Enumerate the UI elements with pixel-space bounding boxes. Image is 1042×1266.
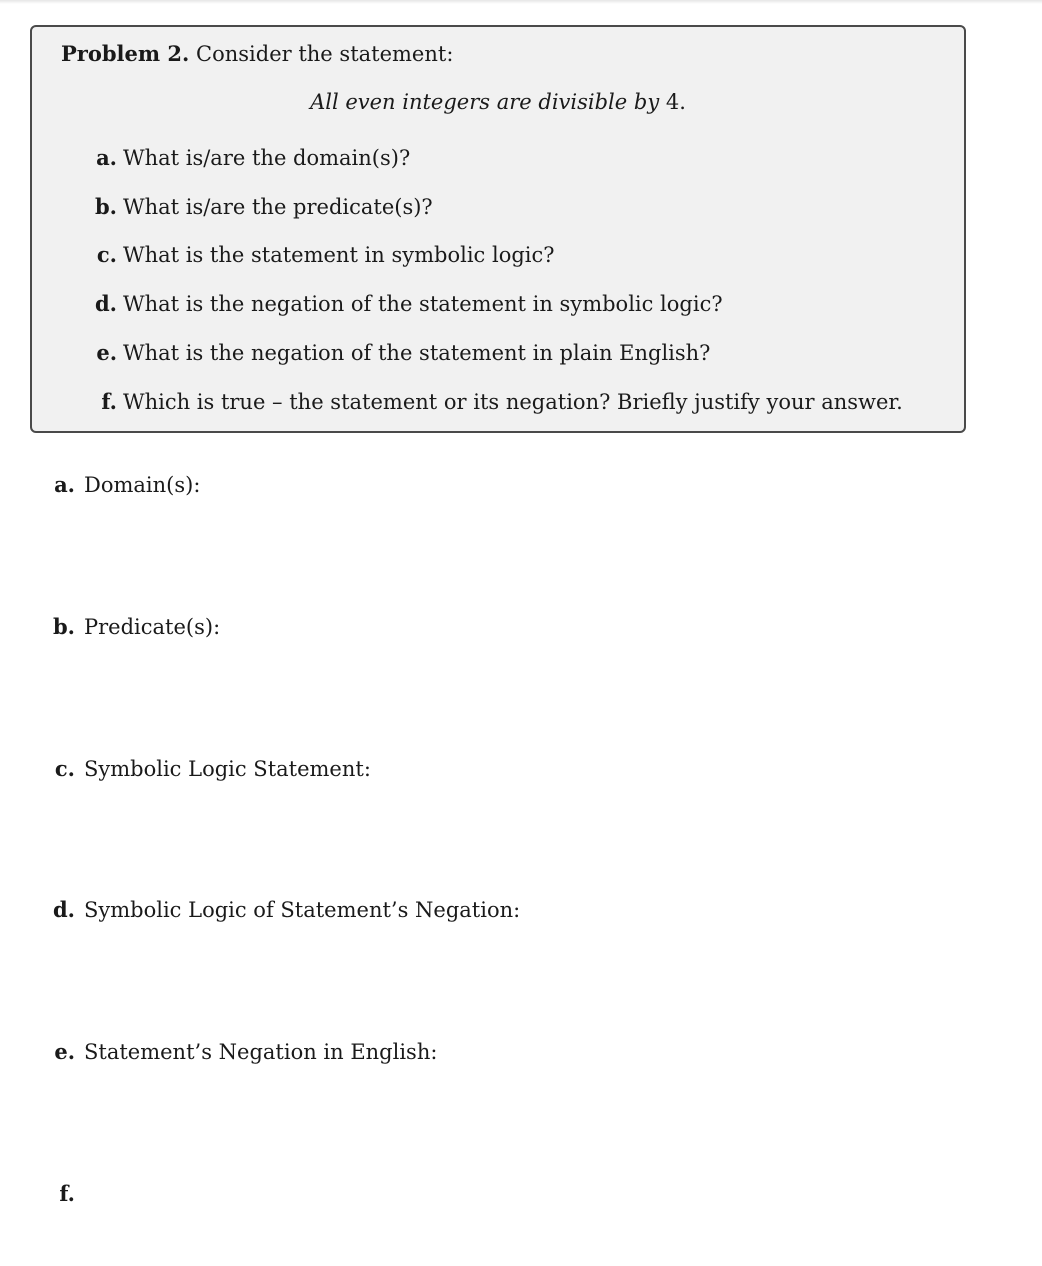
question-label: c.: [96, 242, 117, 267]
question-label: d.: [95, 291, 117, 316]
question-text: What is the negation of the statement in plain English?: [123, 341, 711, 365]
problem-title: Problem 2.: [61, 41, 190, 66]
question-text: Which is true – the statement or its negation? Briefly justify your answer.: [123, 390, 903, 414]
answer-f: [52, 1181, 84, 1206]
answer-label: c.: [54, 756, 75, 781]
question-text: What is/are the predicate(s)?: [123, 195, 433, 219]
answer-label: f.: [59, 1181, 75, 1206]
problem-heading: [61, 41, 453, 66]
question-b: [84, 194, 433, 219]
question-a: [84, 145, 410, 170]
statement-text: All even integers are divisible by: [310, 90, 660, 114]
answer-label: d.: [53, 897, 75, 922]
answer-prompt: Domain(s):: [84, 473, 201, 497]
page-top-edge: [0, 0, 1042, 4]
question-text: What is the statement in symbolic logic?: [123, 243, 555, 267]
problem-box: [30, 25, 966, 433]
question-label: e.: [96, 340, 117, 365]
question-f: [84, 389, 903, 414]
answer-b: [52, 614, 220, 639]
answer-d: [52, 897, 520, 922]
question-text: What is/are the domain(s)?: [123, 146, 411, 170]
answer-label: a.: [54, 472, 75, 497]
question-c: [84, 242, 555, 267]
question-label: a.: [96, 145, 117, 170]
answer-prompt: Predicate(s):: [84, 615, 221, 639]
problem-intro: Consider the statement:: [196, 42, 454, 66]
statement-number: 4.: [665, 90, 686, 114]
answer-a: [52, 472, 200, 497]
answer-prompt: Symbolic Logic Statement:: [84, 757, 371, 781]
answer-e: [52, 1039, 437, 1064]
answer-label: e.: [54, 1039, 75, 1064]
question-label: f.: [101, 389, 117, 414]
problem-statement: [32, 90, 964, 114]
question-label: b.: [95, 194, 117, 219]
answer-c: [52, 756, 371, 781]
question-d: [84, 291, 723, 316]
question-text: What is the negation of the statement in symbolic logic?: [123, 292, 723, 316]
answer-prompt: Statement’s Negation in English:: [84, 1040, 438, 1064]
answer-label: b.: [53, 614, 75, 639]
answer-prompt: Symbolic Logic of Statement’s Negation:: [84, 898, 521, 922]
question-e: [84, 340, 710, 365]
